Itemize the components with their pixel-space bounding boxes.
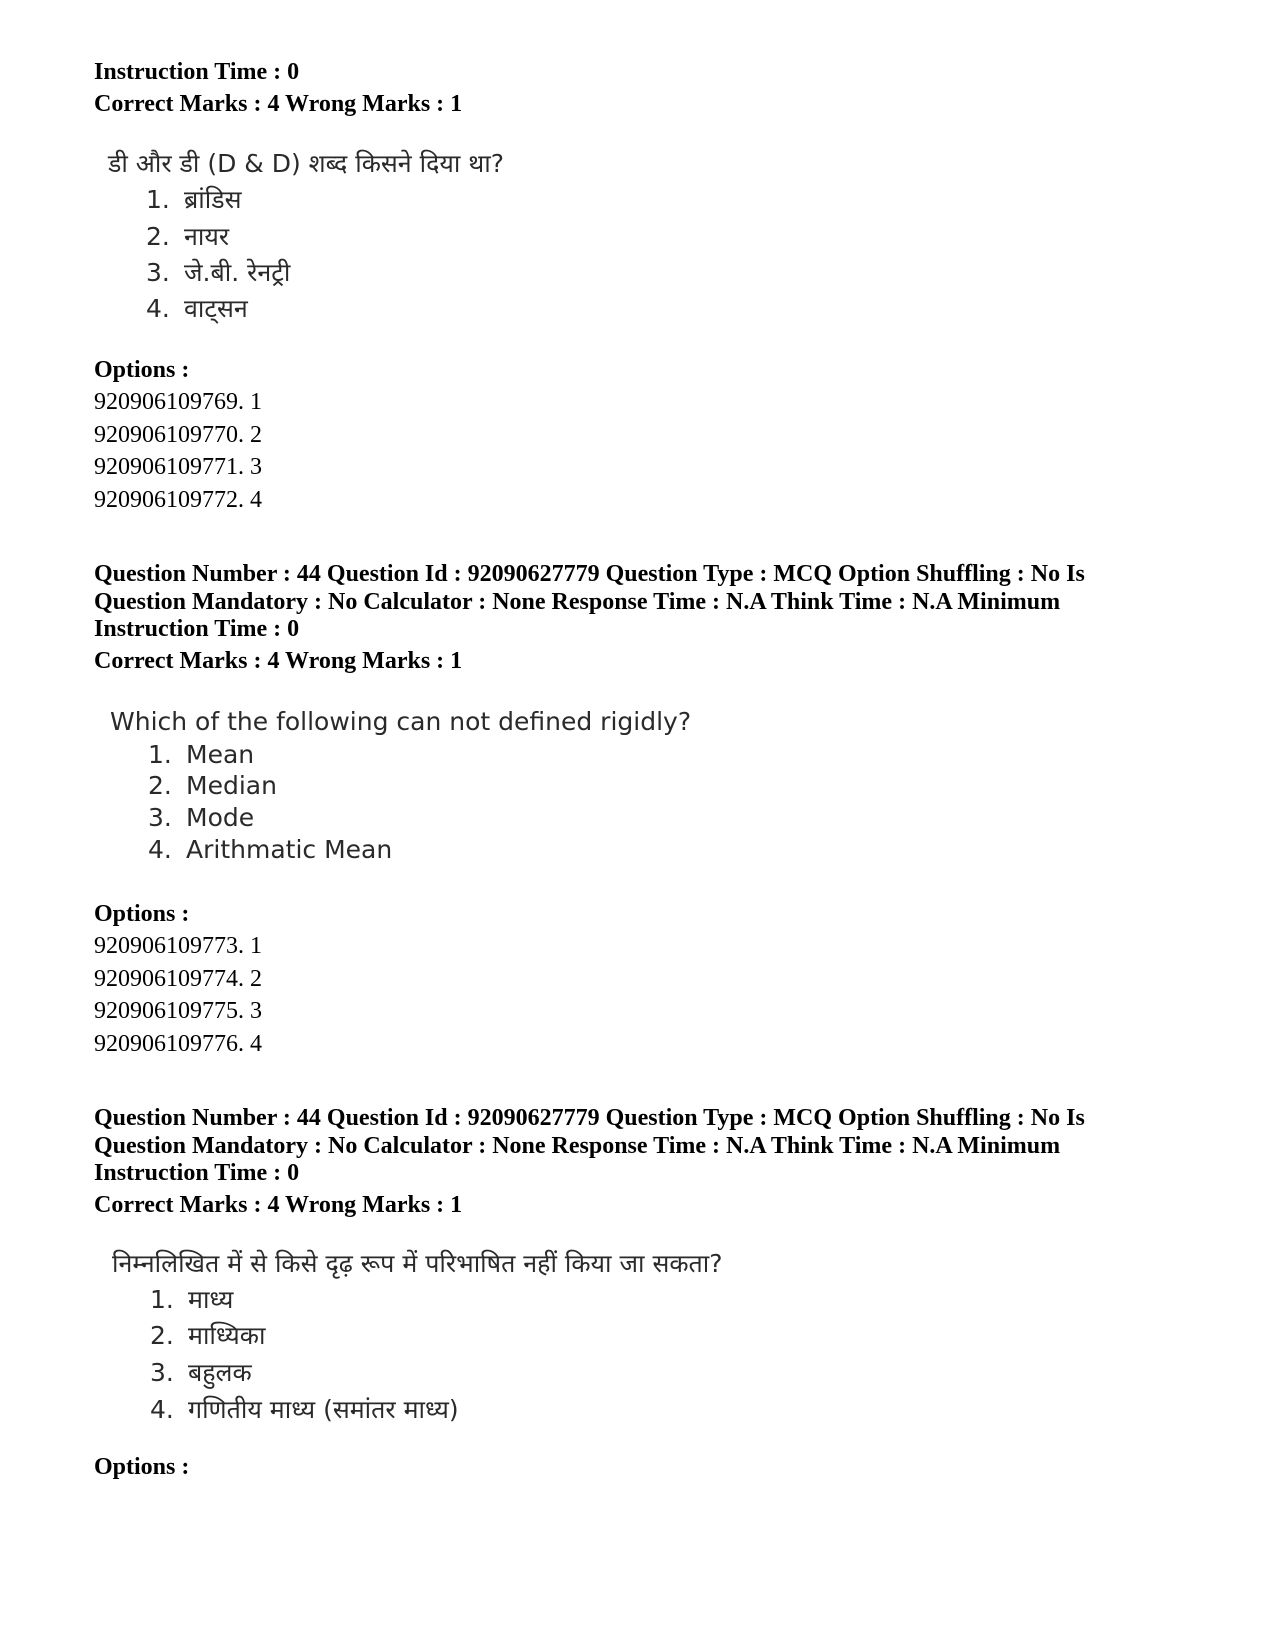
question-text: निम्नलिखित में से किसे दृढ़ रूप में परिभाषित नहीं किया जा सकता? bbox=[112, 1249, 723, 1278]
choice-item: 1. माध्य bbox=[150, 1285, 234, 1314]
option-id: 920906109775. 3 bbox=[94, 998, 262, 1024]
question-text: Which of the following can not defined rigidly? bbox=[110, 707, 692, 736]
choice-item: 1. ब्रांडिस bbox=[146, 185, 242, 214]
question-text: डी और डी (D & D) शब्द किसने दिया था? bbox=[108, 149, 505, 178]
question-header: Question Mandatory : No Calculator : None Response Time : N.A Think Time : N.A Minimum bbox=[94, 589, 1061, 615]
choice-item: 4. गणितीय माध्य (समांतर माध्य) bbox=[150, 1395, 459, 1424]
option-id: 920906109773. 1 bbox=[94, 933, 262, 959]
option-id: 920906109769. 1 bbox=[94, 389, 262, 415]
choice-item: 2. Median bbox=[148, 771, 277, 800]
choice-item: 3. बहुलक bbox=[150, 1358, 252, 1387]
option-id: 920906109771. 3 bbox=[94, 454, 262, 480]
choice-item: 4. Arithmatic Mean bbox=[148, 835, 393, 864]
question-header: Question Number : 44 Question Id : 92090627779 Question Type : MCQ Option Shuffling : No Is bbox=[94, 561, 1085, 587]
options-label: Options : bbox=[94, 901, 190, 927]
instruction-time: Instruction Time : 0 bbox=[94, 1160, 300, 1186]
instruction-time: Instruction Time : 0 bbox=[94, 616, 300, 642]
choice-item: 4. वाट्सन bbox=[146, 294, 248, 323]
option-id: 920906109774. 2 bbox=[94, 966, 262, 992]
marks-line: Correct Marks : 4 Wrong Marks : 1 bbox=[94, 648, 463, 674]
option-id: 920906109776. 4 bbox=[94, 1031, 262, 1057]
option-id: 920906109770. 2 bbox=[94, 422, 262, 448]
question-header: Question Mandatory : No Calculator : None Response Time : N.A Think Time : N.A Minimum bbox=[94, 1133, 1061, 1159]
choice-item: 3. Mode bbox=[148, 803, 255, 832]
option-id: 920906109772. 4 bbox=[94, 487, 262, 513]
options-label: Options : bbox=[94, 357, 190, 383]
marks-line: Correct Marks : 4 Wrong Marks : 1 bbox=[94, 1192, 463, 1218]
choice-item: 3. जे.बी. रेनट्री bbox=[146, 258, 291, 287]
choice-item: 1. Mean bbox=[148, 740, 255, 769]
options-label: Options : bbox=[94, 1454, 190, 1480]
choice-item: 2. नायर bbox=[146, 222, 230, 251]
marks-line: Correct Marks : 4 Wrong Marks : 1 bbox=[94, 91, 463, 117]
instruction-time: Instruction Time : 0 bbox=[94, 59, 300, 85]
choice-item: 2. माध्यिका bbox=[150, 1321, 266, 1350]
question-header: Question Number : 44 Question Id : 92090627779 Question Type : MCQ Option Shuffling : No Is bbox=[94, 1105, 1085, 1131]
